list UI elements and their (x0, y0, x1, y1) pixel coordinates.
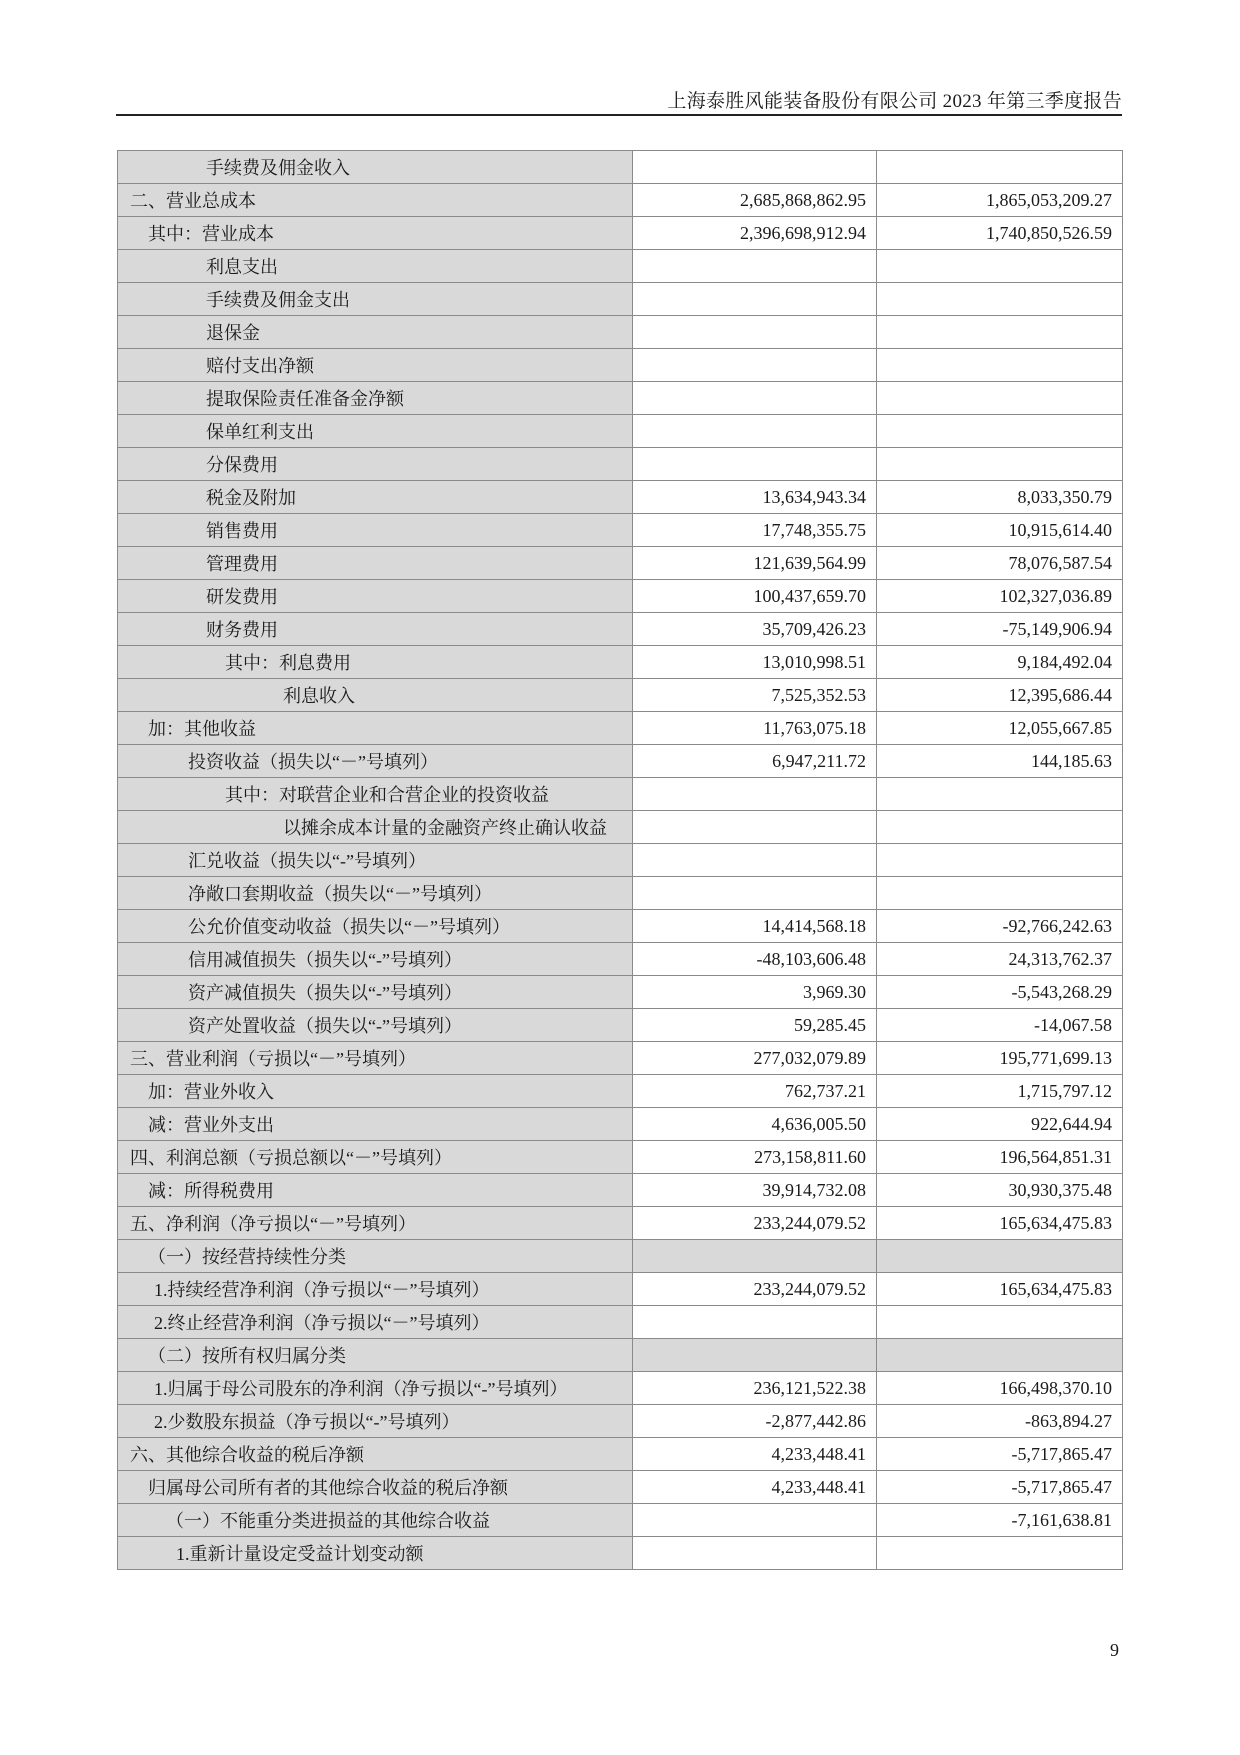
current-period-value: 11,763,075.18 (633, 712, 877, 745)
prior-period-value: 195,771,699.13 (877, 1042, 1123, 1075)
table-row (118, 1405, 1123, 1438)
prior-period-value: 12,395,686.44 (877, 679, 1123, 712)
row-label: （一）按经营持续性分类 (118, 1240, 633, 1273)
current-period-value: 236,121,522.38 (633, 1372, 877, 1405)
row-label: 资产减值损失（损失以“-”号填列） (118, 976, 633, 1009)
table-row (118, 943, 1123, 976)
current-period-value (633, 283, 877, 316)
row-label: 赔付支出净额 (118, 349, 633, 382)
row-label: 销售费用 (118, 514, 633, 547)
table-row (118, 1174, 1123, 1207)
row-label: 研发费用 (118, 580, 633, 613)
table-row (118, 646, 1123, 679)
current-period-value (633, 1306, 877, 1339)
row-label: 利息支出 (118, 250, 633, 283)
prior-period-value: 166,498,370.10 (877, 1372, 1123, 1405)
current-period-value: 233,244,079.52 (633, 1273, 877, 1306)
prior-period-value (877, 778, 1123, 811)
row-label: 公允价值变动收益（损失以“－”号填列） (118, 910, 633, 943)
table-row (118, 1042, 1123, 1075)
prior-period-value: 165,634,475.83 (877, 1207, 1123, 1240)
table-row (118, 1471, 1123, 1504)
current-period-value (633, 844, 877, 877)
current-period-value (633, 877, 877, 910)
table-row (118, 217, 1123, 250)
row-label: 1.重新计量设定受益计划变动额 (118, 1537, 633, 1570)
table-row (118, 283, 1123, 316)
current-period-value: -48,103,606.48 (633, 943, 877, 976)
prior-period-value: -863,894.27 (877, 1405, 1123, 1438)
prior-period-value: -7,161,638.81 (877, 1504, 1123, 1537)
table-row (118, 712, 1123, 745)
row-label: 1.归属于母公司股东的净利润（净亏损以“-”号填列） (118, 1372, 633, 1405)
prior-period-value: 10,915,614.40 (877, 514, 1123, 547)
current-period-value (633, 1339, 877, 1372)
row-label: 手续费及佣金收入 (118, 151, 633, 184)
row-label: 净敞口套期收益（损失以“－”号填列） (118, 877, 633, 910)
table-row (118, 976, 1123, 1009)
current-period-value: 39,914,732.08 (633, 1174, 877, 1207)
current-period-value: 4,233,448.41 (633, 1438, 877, 1471)
table-row (118, 1306, 1123, 1339)
prior-period-value (877, 1339, 1123, 1372)
prior-period-value: 78,076,587.54 (877, 547, 1123, 580)
table-row (118, 1141, 1123, 1174)
prior-period-value: -5,543,268.29 (877, 976, 1123, 1009)
row-label: 其中：对联营企业和合营企业的投资收益 (118, 778, 633, 811)
current-period-value (633, 151, 877, 184)
row-label: 其中：利息费用 (118, 646, 633, 679)
row-label: （一）不能重分类进损益的其他综合收益 (118, 1504, 633, 1537)
current-period-value: 14,414,568.18 (633, 910, 877, 943)
prior-period-value (877, 415, 1123, 448)
current-period-value: 273,158,811.60 (633, 1141, 877, 1174)
table-row (118, 877, 1123, 910)
row-label: 其中：营业成本 (118, 217, 633, 250)
row-label: 利息收入 (118, 679, 633, 712)
table-row (118, 1207, 1123, 1240)
prior-period-value: 1,740,850,526.59 (877, 217, 1123, 250)
current-period-value (633, 349, 877, 382)
table-row (118, 250, 1123, 283)
row-label: 资产处置收益（损失以“-”号填列） (118, 1009, 633, 1042)
current-period-value (633, 382, 877, 415)
prior-period-value (877, 250, 1123, 283)
current-period-value: 762,737.21 (633, 1075, 877, 1108)
row-label: 三、营业利润（亏损以“－”号填列） (118, 1042, 633, 1075)
prior-period-value (877, 844, 1123, 877)
prior-period-value: 144,185.63 (877, 745, 1123, 778)
prior-period-value: 1,865,053,209.27 (877, 184, 1123, 217)
table-row (118, 580, 1123, 613)
current-period-value: 4,233,448.41 (633, 1471, 877, 1504)
prior-period-value (877, 877, 1123, 910)
current-period-value: 35,709,426.23 (633, 613, 877, 646)
row-label: 六、其他综合收益的税后净额 (118, 1438, 633, 1471)
row-label: 加：营业外收入 (118, 1075, 633, 1108)
table-row (118, 1075, 1123, 1108)
table-row (118, 1240, 1123, 1273)
row-label: 加：其他收益 (118, 712, 633, 745)
current-period-value (633, 250, 877, 283)
row-label: 四、利润总额（亏损总额以“－”号填列） (118, 1141, 633, 1174)
row-label: 税金及附加 (118, 481, 633, 514)
current-period-value: 59,285.45 (633, 1009, 877, 1042)
row-label: 归属母公司所有者的其他综合收益的税后净额 (118, 1471, 633, 1504)
row-label: 二、营业总成本 (118, 184, 633, 217)
prior-period-value (877, 349, 1123, 382)
prior-period-value: -5,717,865.47 (877, 1438, 1123, 1471)
prior-period-value: -75,149,906.94 (877, 613, 1123, 646)
table-row (118, 1009, 1123, 1042)
prior-period-value: 8,033,350.79 (877, 481, 1123, 514)
table-row (118, 1372, 1123, 1405)
current-period-value: 17,748,355.75 (633, 514, 877, 547)
current-period-value: 2,396,698,912.94 (633, 217, 877, 250)
row-label: 退保金 (118, 316, 633, 349)
table-row (118, 811, 1123, 844)
table-row (118, 1537, 1123, 1570)
prior-period-value (877, 316, 1123, 349)
current-period-value (633, 415, 877, 448)
table-row (118, 1504, 1123, 1537)
prior-period-value (877, 382, 1123, 415)
prior-period-value (877, 1537, 1123, 1570)
table-row (118, 316, 1123, 349)
prior-period-value (877, 811, 1123, 844)
prior-period-value (877, 448, 1123, 481)
row-label: 以摊余成本计量的金融资产终止确认收益 (118, 811, 633, 844)
prior-period-value (877, 1306, 1123, 1339)
page-number: 9 (1110, 1640, 1119, 1660)
current-period-value: 7,525,352.53 (633, 679, 877, 712)
prior-period-value: 9,184,492.04 (877, 646, 1123, 679)
table-row (118, 151, 1123, 184)
table-row (118, 184, 1123, 217)
prior-period-value: 196,564,851.31 (877, 1141, 1123, 1174)
table-row (118, 514, 1123, 547)
income-statement-table (117, 150, 1123, 1570)
current-period-value (633, 1240, 877, 1273)
table-row (118, 1438, 1123, 1471)
prior-period-value: 102,327,036.89 (877, 580, 1123, 613)
row-label: 汇兑收益（损失以“-”号填列） (118, 844, 633, 877)
row-label: 减：营业外支出 (118, 1108, 633, 1141)
current-period-value: 13,634,943.34 (633, 481, 877, 514)
table-row (118, 481, 1123, 514)
table-row (118, 910, 1123, 943)
prior-period-value: 1,715,797.12 (877, 1075, 1123, 1108)
income-statement-body (118, 151, 1123, 1570)
table-row (118, 382, 1123, 415)
current-period-value: 233,244,079.52 (633, 1207, 877, 1240)
table-row (118, 778, 1123, 811)
current-period-value: 121,639,564.99 (633, 547, 877, 580)
row-label: 财务费用 (118, 613, 633, 646)
row-label: （二）按所有权归属分类 (118, 1339, 633, 1372)
table-row (118, 844, 1123, 877)
current-period-value (633, 811, 877, 844)
row-label: 管理费用 (118, 547, 633, 580)
table-row (118, 349, 1123, 382)
current-period-value (633, 778, 877, 811)
table-row (118, 613, 1123, 646)
table-row (118, 1339, 1123, 1372)
current-period-value: 3,969.30 (633, 976, 877, 1009)
prior-period-value: 165,634,475.83 (877, 1273, 1123, 1306)
prior-period-value: 30,930,375.48 (877, 1174, 1123, 1207)
row-label: 保单红利支出 (118, 415, 633, 448)
row-label: 2.少数股东损益（净亏损以“-”号填列） (118, 1405, 633, 1438)
table-row (118, 547, 1123, 580)
table-row (118, 1108, 1123, 1141)
current-period-value (633, 1504, 877, 1537)
report-title: 上海泰胜风能装备股份有限公司 2023 年第三季度报告 (667, 91, 1122, 112)
current-period-value: 277,032,079.89 (633, 1042, 877, 1075)
prior-period-value: -5,717,865.47 (877, 1471, 1123, 1504)
row-label: 手续费及佣金支出 (118, 283, 633, 316)
row-label: 1.持续经营净利润（净亏损以“－”号填列） (118, 1273, 633, 1306)
prior-period-value: 922,644.94 (877, 1108, 1123, 1141)
current-period-value (633, 448, 877, 481)
current-period-value (633, 1537, 877, 1570)
current-period-value: 6,947,211.72 (633, 745, 877, 778)
current-period-value (633, 316, 877, 349)
prior-period-value (877, 1240, 1123, 1273)
table-row (118, 745, 1123, 778)
prior-period-value: 24,313,762.37 (877, 943, 1123, 976)
current-period-value: 2,685,868,862.95 (633, 184, 877, 217)
prior-period-value: -14,067.58 (877, 1009, 1123, 1042)
prior-period-value (877, 151, 1123, 184)
table-row (118, 1273, 1123, 1306)
current-period-value: 13,010,998.51 (633, 646, 877, 679)
row-label: 投资收益（损失以“－”号填列） (118, 745, 633, 778)
table-row (118, 679, 1123, 712)
row-label: 提取保险责任准备金净额 (118, 382, 633, 415)
table-row (118, 415, 1123, 448)
prior-period-value: -92,766,242.63 (877, 910, 1123, 943)
table-row (118, 448, 1123, 481)
page-header (116, 84, 1122, 116)
row-label: 分保费用 (118, 448, 633, 481)
prior-period-value: 12,055,667.85 (877, 712, 1123, 745)
row-label: 五、净利润（净亏损以“－”号填列） (118, 1207, 633, 1240)
row-label: 减：所得税费用 (118, 1174, 633, 1207)
row-label: 信用减值损失（损失以“-”号填列） (118, 943, 633, 976)
prior-period-value (877, 283, 1123, 316)
current-period-value: 100,437,659.70 (633, 580, 877, 613)
row-label: 2.终止经营净利润（净亏损以“－”号填列） (118, 1306, 633, 1339)
current-period-value: -2,877,442.86 (633, 1405, 877, 1438)
current-period-value: 4,636,005.50 (633, 1108, 877, 1141)
